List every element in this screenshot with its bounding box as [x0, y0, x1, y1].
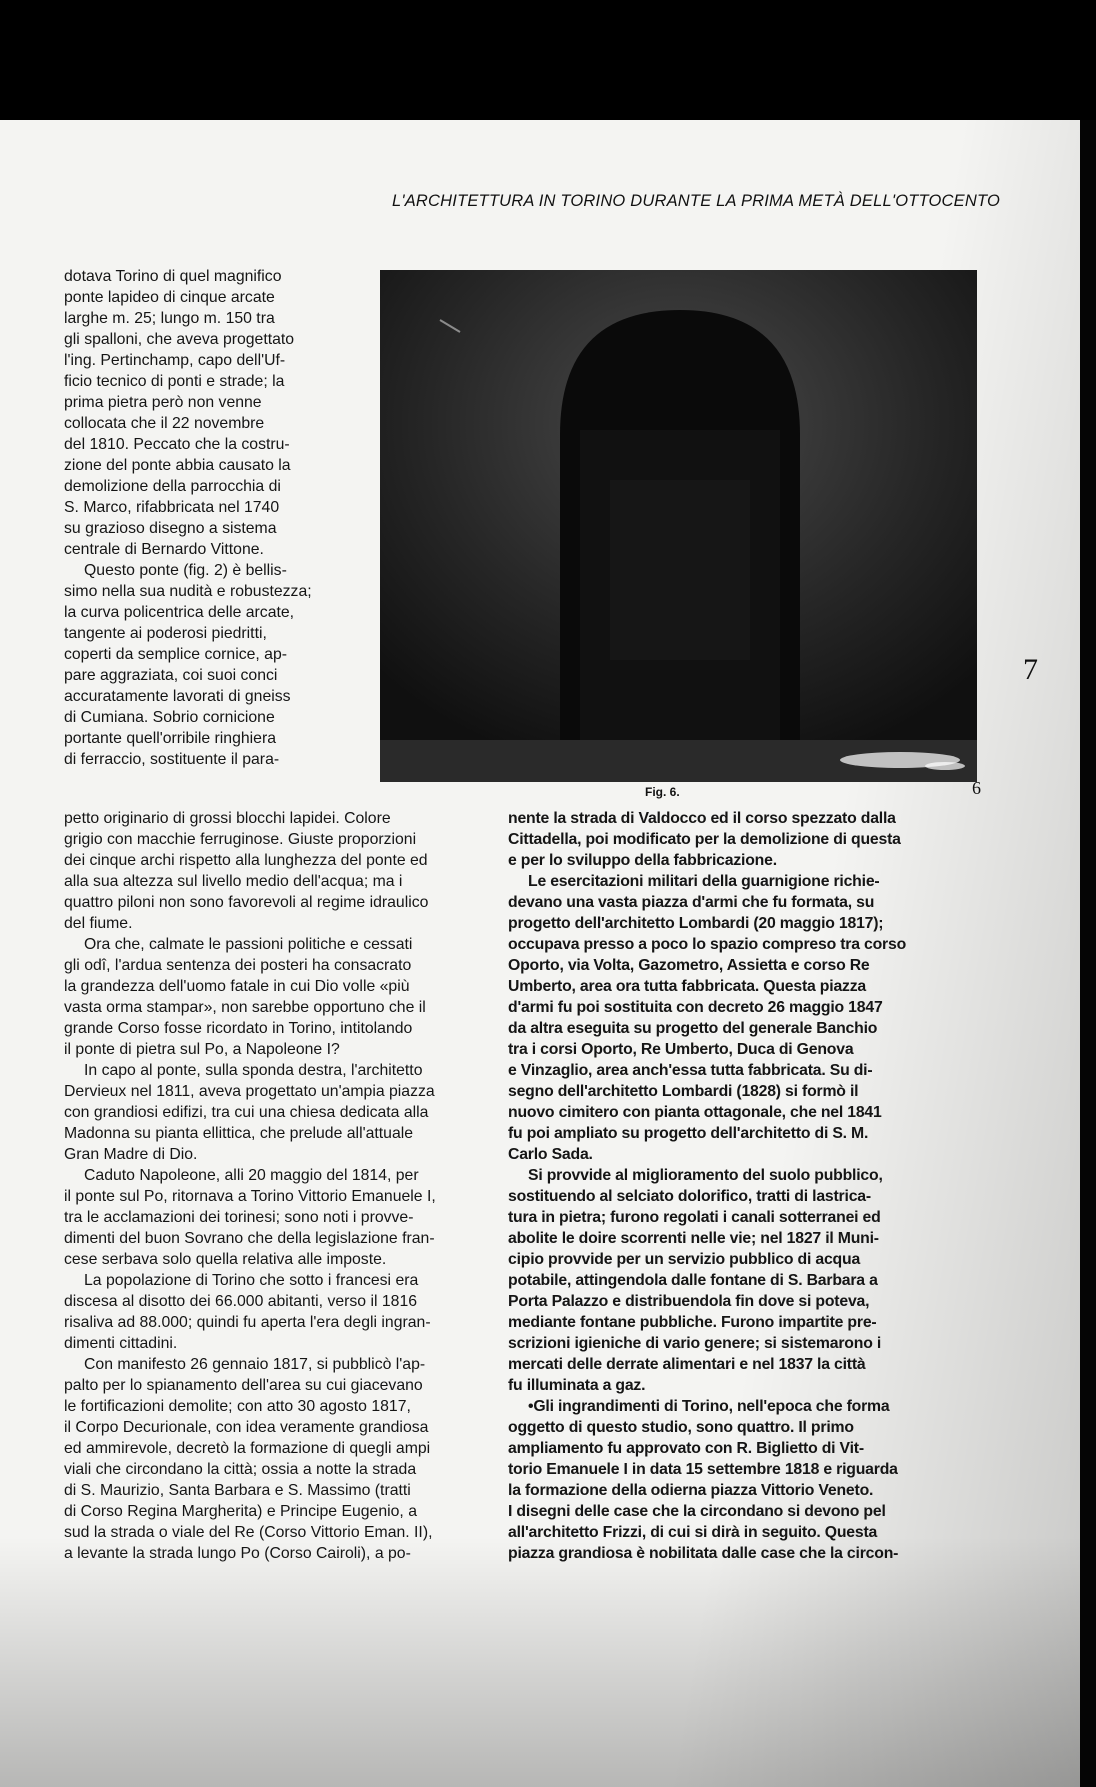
- text-line: dotava Torino di quel magnifico: [64, 268, 282, 285]
- text-line: di Corso Regina Margherita) e Principe Eugenio, a: [64, 1503, 417, 1520]
- text-line: del 1810. Peccato che la costru-: [64, 436, 290, 453]
- text-line: •Gli ingrandimenti di Torino, nell'epoca che forma: [528, 1398, 890, 1415]
- text-line: tra i corsi Oporto, Re Umberto, Duca di Genova: [508, 1041, 854, 1058]
- text-line: portante quell'orribile ringhiera: [64, 730, 277, 747]
- text-line: collocata che il 22 novembre: [64, 415, 265, 432]
- text-line: accuratamente lavorati di gneiss: [64, 688, 291, 705]
- text-line: l'ing. Pertinchamp, capo dell'Uf-: [64, 352, 286, 369]
- text-line: ed ammirevole, decretò la formazione di quegli ampi: [64, 1440, 431, 1457]
- text-line: prima pietra però non venne: [64, 394, 262, 411]
- text-line: all'architetto Frizzi, di cui si dirà in seguito. Questa: [508, 1524, 878, 1541]
- text-line: il ponte di pietra sul Po, a Napoleone I?: [64, 1041, 340, 1058]
- text-line: ponte lapideo di cinque arcate: [64, 289, 275, 306]
- text-line: segno dell'architetto Lombardi (1828) si formò il: [508, 1083, 859, 1100]
- text-line: potabile, attingendola dalle fontane di S. Barbara a: [508, 1272, 878, 1289]
- text-line: d'armi fu poi sostituita con decreto 26 maggio 1847: [508, 999, 883, 1016]
- text-line: S. Marco, rifabbricata nel 1740: [64, 499, 280, 516]
- text-line: Caduto Napoleone, alli 20 maggio del 1814, per: [84, 1167, 419, 1184]
- scan-border: [0, 0, 1096, 120]
- text-line: Questo ponte (fig. 2) è bellis-: [84, 562, 287, 579]
- text-line: In capo al ponte, sulla sponda destra, l'architetto: [84, 1062, 423, 1079]
- text-line: la grandezza dell'uomo fatale in cui Dio volle «più: [64, 978, 410, 995]
- text-line: larghe m. 25; lungo m. 150 tra: [64, 310, 275, 327]
- text-line: vasta orma stampar», non sarebbe opportuno che il: [64, 999, 426, 1016]
- text-line: risaliva ad 88.000; quindi fu aperta l'era degli ingran-: [64, 1314, 431, 1331]
- document-page: [0, 120, 1080, 1787]
- text-line: simo nella sua nudità e robustezza;: [64, 583, 312, 600]
- text-line: Gran Madre di Dio.: [64, 1146, 198, 1163]
- text-line: la curva policentrica delle arcate,: [64, 604, 295, 621]
- text-line: dimenti cittadini.: [64, 1335, 178, 1352]
- figure-caption: Fig. 6.: [645, 785, 680, 799]
- text-line: Le esercitazioni militari della guarnigione richie-: [528, 873, 880, 890]
- text-line: Dervieux nel 1811, aveva progettato un'ampia piazza: [64, 1083, 435, 1100]
- text-line: Oporto, via Volta, Gazometro, Assietta e corso Re: [508, 957, 870, 974]
- text-line: cese serbava solo quella relativa alle imposte.: [64, 1251, 387, 1268]
- text-line: la formazione della odierna piazza Vittorio Veneto.: [508, 1482, 874, 1499]
- text-line: nuovo cimitero con pianta ottagonale, che nel 1841: [508, 1104, 882, 1121]
- text-line: grigio con macchie ferruginose. Giuste proporzioni: [64, 831, 417, 848]
- text-line: di ferraccio, sostituente il para-: [64, 751, 280, 768]
- text-line: palto per lo spianamento dell'area su cui giacevano: [64, 1377, 423, 1394]
- text-line: devano una vasta piazza d'armi che fu formata, su: [508, 894, 875, 911]
- text-line: occupava presso a poco lo spazio compreso tra corso: [508, 936, 907, 953]
- monument-silhouette: [380, 270, 977, 782]
- text-line: alla sua altezza sul livello medio dell'acqua; ma i: [64, 873, 403, 890]
- text-line: il ponte sul Po, ritornava a Torino Vittorio Emanuele I,: [64, 1188, 436, 1205]
- text-line: a levante la strada lungo Po (Corso Cairoli), a po-: [64, 1545, 411, 1562]
- text-line: Carlo Sada.: [508, 1146, 593, 1163]
- text-line: abolite le doire scorrenti nelle vie; nel 1827 il Muni-: [508, 1230, 879, 1247]
- text-line: Umberto, area ora tutta fabbricata. Questa piazza: [508, 978, 867, 995]
- text-line: le fortificazioni demolite; con atto 30 agosto 1817,: [64, 1398, 411, 1415]
- text-line: con grandiosi edifizi, tra cui una chiesa dedicata alla: [64, 1104, 429, 1121]
- text-line: viali che circondano la città; ossia a notte la strada: [64, 1461, 417, 1478]
- text-line: I disegni delle case che la circondano si devono pel: [508, 1503, 886, 1520]
- text-line: dimenti del buon Sovrano che della legislazione fran-: [64, 1230, 435, 1247]
- text-line: demolizione della parrocchia di: [64, 478, 281, 495]
- text-line: gli spalloni, che aveva progettato: [64, 331, 295, 348]
- text-line: piazza grandiosa è nobilitata dalle case che la circon-: [508, 1545, 899, 1562]
- text-line: fu illuminata a gaz.: [508, 1377, 646, 1394]
- text-line: Madonna su pianta ellittica, che prelude all'attuale: [64, 1125, 414, 1142]
- text-line: dei cinque archi rispetto alla lunghezza del ponte ed: [64, 852, 428, 869]
- text-column-left-bottom: [64, 808, 466, 1564]
- text-line: ampliamento fu approvato con R. Biglietto di Vit-: [508, 1440, 864, 1457]
- text-line: da altra eseguita su progetto del generale Banchio: [508, 1020, 878, 1037]
- text-line: grande Corso fosse ricordato in Torino, intitolando: [64, 1020, 413, 1037]
- text-line: Cittadella, poi modificato per la demolizione di questa: [508, 831, 901, 848]
- text-line: Porta Palazzo e distribuendola fin dove si poteva,: [508, 1293, 870, 1310]
- text-line: quattro piloni non sono favorevoli al regime idraulico: [64, 894, 429, 911]
- text-line: coperti da semplice cornice, ap-: [64, 646, 288, 663]
- text-line: gli odî, l'ardua sentenza dei posteri ha consacrato: [64, 957, 412, 974]
- text-line: tangente ai poderosi piedritti,: [64, 625, 267, 642]
- text-line: progetto dell'architetto Lombardi (20 maggio 1817);: [508, 915, 884, 932]
- running-head: L'ARCHITETTURA IN TORINO DURANTE LA PRIMA METÀ DELL'OTTOCENTO: [392, 192, 1000, 210]
- text-column-left-top: [64, 266, 349, 770]
- text-line: il Corpo Decurionale, con idea veramente grandiosa: [64, 1419, 429, 1436]
- text-line: mediante fontane pubbliche. Furono impartite pre-: [508, 1314, 877, 1331]
- text-line: tura in pietra; furono regolati i canali sotterranei ed: [508, 1209, 881, 1226]
- text-line: Con manifesto 26 gennaio 1817, si pubblicò l'ap-: [84, 1356, 426, 1373]
- text-line: mercati delle derrate alimentari e nel 1837 la città: [508, 1356, 866, 1373]
- text-line: sostituendo al selciato dolorifico, tratti di lastrica-: [508, 1188, 871, 1205]
- text-line: torio Emanuele I in data 15 settembre 1818 e riguarda: [508, 1461, 898, 1478]
- text-line: La popolazione di Torino che sotto i francesi era: [84, 1272, 419, 1289]
- figure-photo: [380, 270, 977, 782]
- text-column-right: [508, 808, 973, 1564]
- text-line: centrale di Bernardo Vittone.: [64, 541, 264, 558]
- text-line: petto originario di grossi blocchi lapidei. Colore: [64, 810, 391, 827]
- margin-annotation: 7: [1023, 653, 1038, 686]
- text-line: oggetto di questo studio, sono quattro. Il primo: [508, 1419, 854, 1436]
- text-line: Si provvide al miglioramento del suolo pubblico,: [528, 1167, 883, 1184]
- text-line: del fiume.: [64, 915, 133, 932]
- text-line: nente la strada di Valdocco ed il corso spezzato dalla: [508, 810, 896, 827]
- text-line: su grazioso disegno a sistema: [64, 520, 277, 537]
- text-line: scrizioni igieniche di vario genere; si sistemarono i: [508, 1335, 882, 1352]
- text-line: e Vinzaglio, area anch'essa tutta fabbricata. Su di-: [508, 1062, 873, 1079]
- text-line: tra le acclamazioni dei torinesi; sono noti i provve-: [64, 1209, 414, 1226]
- text-line: cipio provvide per un servizio pubblico di acqua: [508, 1251, 861, 1268]
- text-line: fu poi ampliato su progetto dell'architetto di S. M.: [508, 1125, 869, 1142]
- text-line: di Cumiana. Sobrio cornicione: [64, 709, 275, 726]
- text-line: sud la strada o viale del Re (Corso Vittorio Eman. II),: [64, 1524, 433, 1541]
- text-line: pare aggraziata, coi suoi conci: [64, 667, 278, 684]
- text-line: discesa al disotto dei 66.000 abitanti, verso il 1816: [64, 1293, 418, 1310]
- text-line: di S. Maurizio, Santa Barbara e S. Massimo (tratti: [64, 1482, 411, 1499]
- text-line: Ora che, calmate le passioni politiche e cessati: [84, 936, 413, 953]
- text-line: zione del ponte abbia causato la: [64, 457, 291, 474]
- margin-annotation: 6: [972, 778, 981, 798]
- text-line: ficio tecnico di ponti e strade; la: [64, 373, 285, 390]
- text-line: e per lo sviluppo della fabbricazione.: [508, 852, 777, 869]
